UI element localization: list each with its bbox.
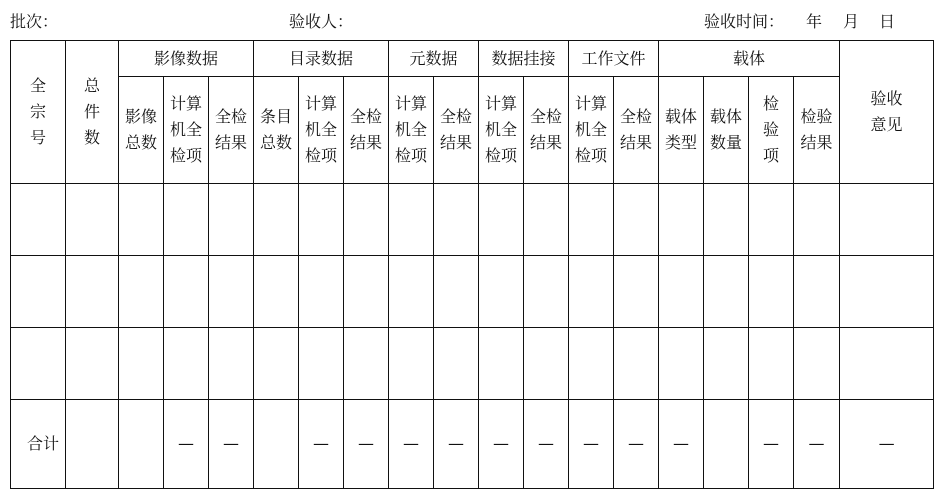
table-cell[interactable] bbox=[344, 184, 389, 256]
table-row bbox=[11, 256, 934, 328]
table-cell[interactable] bbox=[11, 256, 66, 328]
metadata-computer-check-header: 计算 机全 检项 bbox=[389, 77, 434, 184]
mount-check-result-header: 全检 结果 bbox=[524, 77, 569, 184]
fonds-number-header: 全 宗 号 bbox=[11, 41, 66, 184]
table-cell[interactable] bbox=[614, 328, 659, 400]
table-cell[interactable] bbox=[254, 328, 299, 400]
total-label: 合计 bbox=[11, 400, 66, 489]
dash-mark: — bbox=[659, 400, 704, 489]
table-cell[interactable] bbox=[794, 184, 840, 256]
table-cell[interactable] bbox=[344, 256, 389, 328]
table-cell[interactable] bbox=[66, 328, 119, 400]
carrier-type-header: 载体 类型 bbox=[659, 77, 704, 184]
table-cell[interactable] bbox=[840, 184, 934, 256]
table-cell[interactable] bbox=[794, 328, 840, 400]
dash-mark: — bbox=[389, 400, 434, 489]
catalog-data-header: 目录数据 bbox=[254, 41, 389, 77]
table-cell[interactable] bbox=[659, 256, 704, 328]
table-row bbox=[11, 328, 934, 400]
carrier-header: 载体 bbox=[659, 41, 840, 77]
table-cell[interactable] bbox=[434, 328, 479, 400]
dash-mark: — bbox=[524, 400, 569, 489]
table-cell[interactable] bbox=[11, 184, 66, 256]
image-data-header: 影像数据 bbox=[119, 41, 254, 77]
image-check-result-header: 全检 结果 bbox=[209, 77, 254, 184]
table-cell[interactable] bbox=[209, 256, 254, 328]
dash-mark: — bbox=[209, 400, 254, 489]
table-cell[interactable] bbox=[659, 184, 704, 256]
carrier-check-item-header: 检 验 项 bbox=[749, 77, 794, 184]
table-cell[interactable] bbox=[299, 256, 344, 328]
work-file-header: 工作文件 bbox=[569, 41, 659, 77]
table-cell[interactable] bbox=[66, 400, 119, 489]
table-cell[interactable] bbox=[840, 328, 934, 400]
year-label: 年 bbox=[806, 12, 823, 31]
image-computer-check-header: 计算 机全 检项 bbox=[164, 77, 209, 184]
table-cell[interactable] bbox=[659, 328, 704, 400]
table-cell[interactable] bbox=[254, 256, 299, 328]
total-row bbox=[11, 400, 934, 489]
carrier-quantity-header: 载体 数量 bbox=[704, 77, 749, 184]
table-cell[interactable] bbox=[119, 328, 164, 400]
metadata-check-result-header: 全检 结果 bbox=[434, 77, 479, 184]
table-cell[interactable] bbox=[479, 184, 524, 256]
catalog-total-header: 条目 总数 bbox=[254, 77, 299, 184]
table-cell[interactable] bbox=[794, 256, 840, 328]
dash-mark: — bbox=[614, 400, 659, 489]
table-cell[interactable] bbox=[614, 256, 659, 328]
table-cell[interactable] bbox=[389, 256, 434, 328]
table-cell[interactable] bbox=[119, 184, 164, 256]
table-cell[interactable] bbox=[209, 328, 254, 400]
table-cell[interactable] bbox=[704, 400, 749, 489]
table-cell[interactable] bbox=[389, 328, 434, 400]
table-cell[interactable] bbox=[704, 184, 749, 256]
dash-mark: — bbox=[164, 400, 209, 489]
table-cell[interactable] bbox=[524, 328, 569, 400]
dash-mark: — bbox=[749, 400, 794, 489]
table-cell[interactable] bbox=[66, 256, 119, 328]
dash-mark: — bbox=[299, 400, 344, 489]
table-cell[interactable] bbox=[704, 256, 749, 328]
table-cell[interactable] bbox=[524, 184, 569, 256]
catalog-computer-check-header: 计算 机全 检项 bbox=[299, 77, 344, 184]
table-cell[interactable] bbox=[479, 328, 524, 400]
table-cell[interactable] bbox=[434, 184, 479, 256]
table-cell[interactable] bbox=[119, 256, 164, 328]
workfile-check-result-header: 全检 结果 bbox=[614, 77, 659, 184]
table-cell[interactable] bbox=[840, 256, 934, 328]
table-cell[interactable] bbox=[479, 256, 524, 328]
table-cell[interactable] bbox=[299, 184, 344, 256]
table-cell[interactable] bbox=[749, 184, 794, 256]
dash-mark: — bbox=[569, 400, 614, 489]
dash-mark: — bbox=[840, 400, 934, 489]
dash-mark: — bbox=[794, 400, 840, 489]
carrier-check-result-header: 检验 结果 bbox=[794, 77, 840, 184]
metadata-header: 元数据 bbox=[389, 41, 479, 77]
table-cell[interactable] bbox=[119, 400, 164, 489]
table-cell[interactable] bbox=[164, 184, 209, 256]
acceptor-label: 验收人： bbox=[289, 12, 354, 31]
table-cell[interactable] bbox=[614, 184, 659, 256]
mount-computer-check-header: 计算 机全 检项 bbox=[479, 77, 524, 184]
table-cell[interactable] bbox=[344, 328, 389, 400]
dash-mark: — bbox=[434, 400, 479, 489]
workfile-computer-check-header: 计算 机全 检项 bbox=[569, 77, 614, 184]
acceptance-opinion-header: 验收 意见 bbox=[840, 41, 934, 184]
table-cell[interactable] bbox=[749, 328, 794, 400]
day-label: 日 bbox=[879, 12, 896, 31]
table-cell[interactable] bbox=[569, 184, 614, 256]
batch-label: 批次： bbox=[10, 12, 59, 31]
table-cell[interactable] bbox=[66, 184, 119, 256]
dash-mark: — bbox=[344, 400, 389, 489]
table-cell[interactable] bbox=[299, 328, 344, 400]
table-cell[interactable] bbox=[164, 256, 209, 328]
image-total-header: 影像 总数 bbox=[119, 77, 164, 184]
table-cell[interactable] bbox=[11, 328, 66, 400]
table-row bbox=[11, 184, 934, 256]
catalog-check-result-header: 全检 结果 bbox=[344, 77, 389, 184]
data-mount-header: 数据挂接 bbox=[479, 41, 569, 77]
total-items-header: 总 件 数 bbox=[66, 41, 119, 184]
table-cell[interactable] bbox=[524, 256, 569, 328]
month-label: 月 bbox=[843, 12, 860, 31]
acceptance-table bbox=[10, 40, 934, 489]
table-cell[interactable] bbox=[209, 184, 254, 256]
table-cell[interactable] bbox=[749, 256, 794, 328]
table-cell[interactable] bbox=[254, 400, 299, 489]
table-cell[interactable] bbox=[569, 328, 614, 400]
table-cell[interactable] bbox=[434, 256, 479, 328]
table-cell[interactable] bbox=[164, 328, 209, 400]
dash-mark: — bbox=[479, 400, 524, 489]
table-cell[interactable] bbox=[389, 184, 434, 256]
acceptance-time-label: 验收时间： bbox=[704, 12, 785, 31]
table-cell[interactable] bbox=[254, 184, 299, 256]
table-cell[interactable] bbox=[569, 256, 614, 328]
form-header bbox=[0, 0, 940, 40]
table-cell[interactable] bbox=[704, 328, 749, 400]
